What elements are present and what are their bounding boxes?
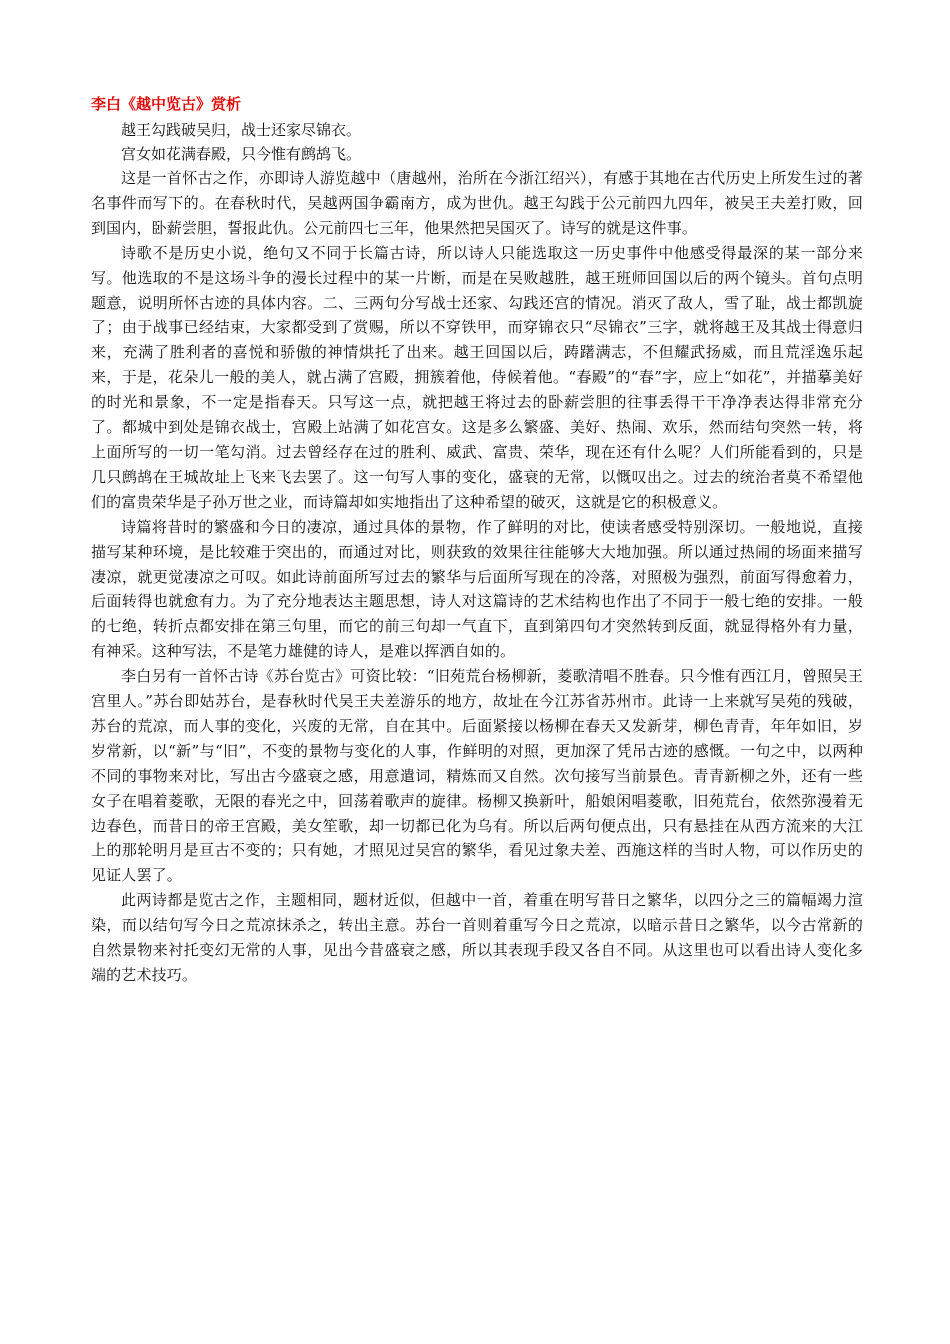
document-page — [91, 93, 863, 988]
paragraph-1: 这是一首怀古之作，亦即诗人游览越中（唐越州，治所在今浙江绍兴），有感于其地在古代历史上所发生过的著名事件而写下的。在春秋时代，吴越两国争霸南方，成为世仇。越王勾践于公元前四九四年，被吴王夫差打败，回到国内，卧薪尝胆，誓报此仇。公元前四七三年，他果然把吴国灭了。诗写的就是这件事。 — [91, 169, 863, 237]
paragraph-3: 诗篇将昔时的繁盛和今日的凄凉，通过具体的景物，作了鲜明的对比，使读者感受特别深切。一般地说，直接描写某种环境，是比较难于突出的，而通过对比，则获致的效果往往能够大大地加强。所以通过热闹的场面来描写凄凉，就更觉凄凉之可叹。如此诗前面所写过去的繁华与后面所写现在的冷落，对照极为强烈，前面写得愈着力，后面转得也就愈有力。为了充分地表达主题思想，诗人对这篇诗的艺术结构也作出了不同于一般七绝的安排。一般的七绝，转折点都安排在第三句里，而它的前三句却一气直下，直到第四句才突然转到反面，就显得格外有力量，有神采。这种写法，不是笔力雄健的诗人，是难以挥洒自如的。 — [91, 517, 863, 661]
paragraph-2: 诗歌不是历史小说，绝句又不同于长篇古诗，所以诗人只能选取这一历史事件中他感受得最深的某一部分来写。他选取的不是这场斗争的漫长过程中的某一片断，而是在吴败越胜，越王班师回国以后的两个镜头。首句点明题意，说明所怀古迹的具体内容。二、三两句分写战士还家、勾践还宫的情况。消灭了敌人，雪了耻，战士都凯旋了；由于战事已经结束，大家都受到了赏赐，所以不穿铁甲，而穿锦衣只“尽锦衣”三字，就将越王及其战士得意归来，充满了胜利者的喜悦和骄傲的神情烘托了出来。越王回国以后，踌躇满志，不但耀武扬威，而且荒淫逸乐起来，于是，花朵儿一般的美人，就占满了宫殿，拥簇着他，侍候着他。“春殿”的“春”字，应上“如花”，并描摹美好的时光和景象，不一定是指春天。只写这一点，就把越王将过去的卧薪尝胆的往事丢得干干净净表达得非常充分了。都城中到处是锦衣战士，宫殿上站满了如花宫女。这是多么繁盛、美好、热闹、欢乐，然而结句突然一转，将上面所写的一切一笔勾消。过去曾经存在过的胜利、威武、富贵、荣华，现在还有什么呢？人们所能看到的，只是几只鹧鸪在王城故址上飞来飞去罢了。这一句写人事的变化，盛衰的无常，以慨叹出之。过去的统治者莫不希望他们的富贵荣华是子孙万世之业，而诗篇却如实地指出了这种希望的破灭，这就是它的积极意义。 — [91, 243, 863, 511]
paragraph-4: 李白另有一首怀古诗《苏台览古》可资比较：“旧苑荒台杨柳新，菱歌清唱不胜春。只今惟有西江月，曾照吴王宫里人。”苏台即姑苏台，是春秋时代吴王夫差游乐的地方，故址在今江苏省苏州市。此诗一上来就写吴苑的残破，苏台的荒凉，而人事的变化，兴废的无常，自在其中。后面紧接以杨柳在春天又发新芽，柳色青青，年年如旧，岁岁常新，以“新”与“旧”，不变的景物与变化的人事，作鲜明的对照，更加深了凭吊古迹的感慨。一句之中，以两种不同的事物来对比，写出古今盛衰之感，用意遣词，精炼而又自然。次句接写当前景色。青青新柳之外，还有一些女子在唱着菱歌，无限的春光之中，回荡着歌声的旋律。杨柳又换新叶，船娘闲唱菱歌，旧苑荒台，依然弥漫着无边春色，而昔日的帝王宫殿，美女笙歌，却一切都已化为乌有。所以后两句便点出，只有悬挂在从西方流来的大江上的那轮明月是亘古不变的；只有她，才照见过吴宫的繁华，看见过象夫差、西施这样的当时人物，可以作历史的见证人罢了。 — [91, 667, 863, 885]
poem-line-1: 越王勾践破吴归，战士还家尽锦衣。 — [121, 121, 362, 139]
paragraph-5: 此两诗都是览古之作，主题相同，题材近似，但越中一首，着重在明写昔日之繁华，以四分之三的篇幅竭力渲染，而以结句写今日之荒凉抹杀之，转出主意。苏台一首则着重写今日之荒凉，以暗示昔日之繁华，以今古常新的自然景物来衬托变幻无常的人事，见出今昔盛衰之感，所以其表现手段又各自不同。从这里也可以看出诗人变化多端的艺术技巧。 — [91, 891, 863, 984]
document-title: 李白《越中览古》赏析 — [91, 95, 242, 113]
poem-line-2: 宫女如花满春殿，只今惟有鹧鸪飞。 — [121, 145, 362, 163]
